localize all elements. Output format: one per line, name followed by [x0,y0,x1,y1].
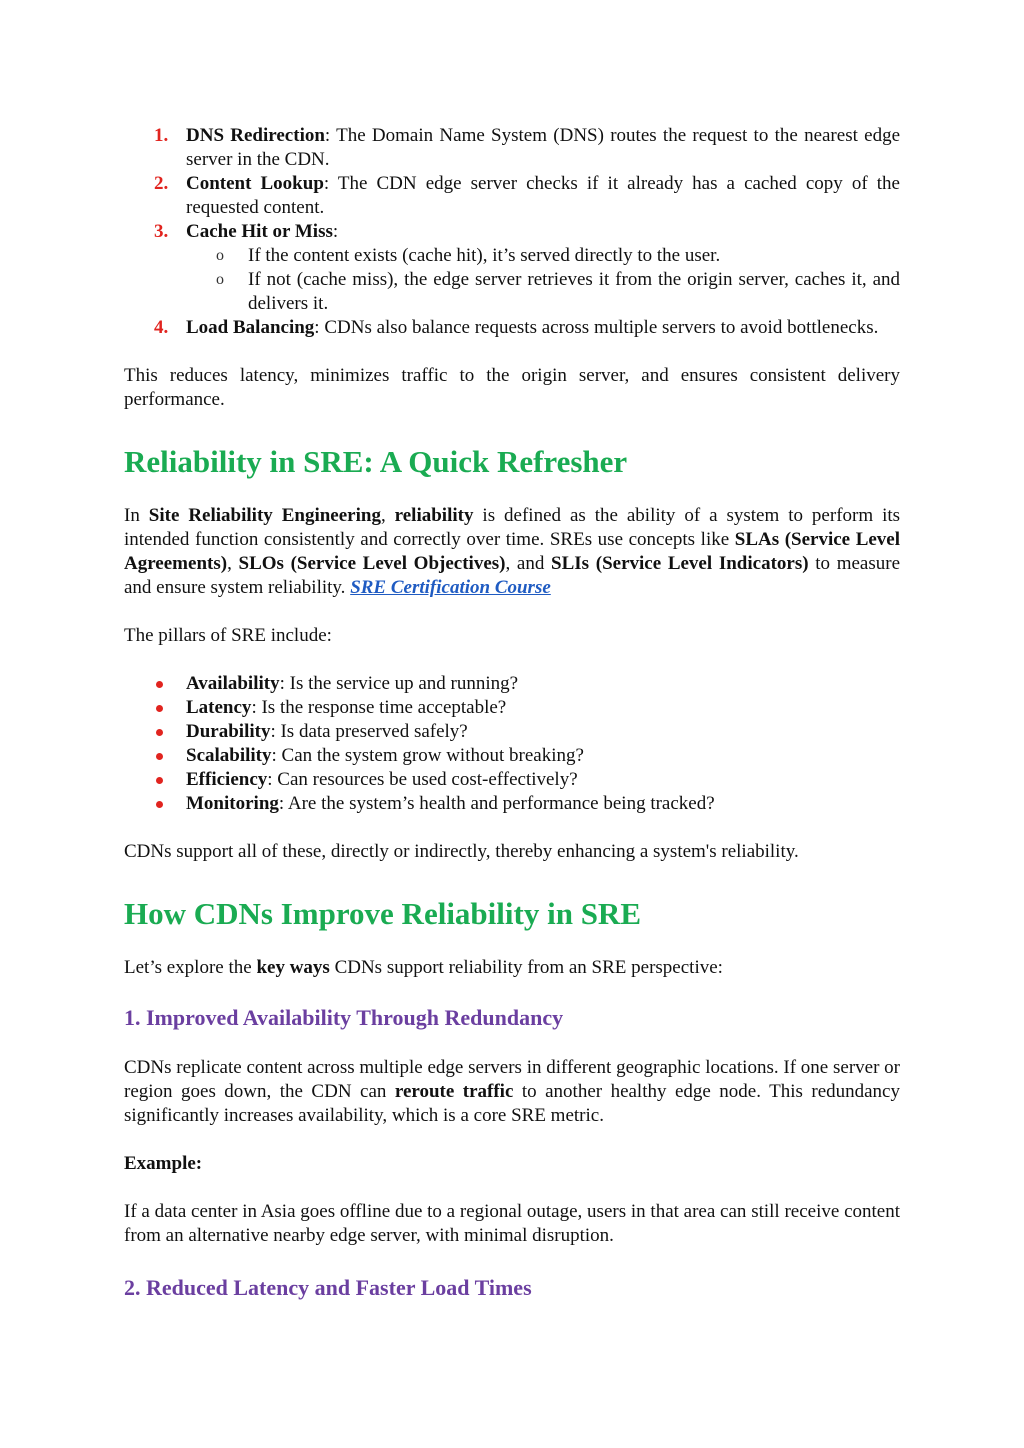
list-number: 2. [154,173,169,194]
step-text: : CDNs also balance requests across multiple servers to avoid bottlenecks. [314,317,879,338]
pillar-text: : Is data preserved safely? [270,721,468,742]
list-number: 3. [154,221,169,242]
subsection-heading: 1. Improved Availability Through Redundancy [124,1005,564,1030]
text-run: , and [505,553,552,574]
sub-item-text: If the content exists (cache hit), it’s served directly to the user. [248,245,721,266]
text-run: to measure and ensure system reliability. [124,553,901,598]
section-intro [124,956,900,980]
sub-item-text: If not (cache miss), the edge server retrieves it from the origin server, caches it, and delivers it. [248,269,900,314]
redundancy-paragraph [124,1056,900,1128]
list-item [124,792,900,816]
text-run: is defined as the ability of a system to perform its intended function consistently and correctly over time. SREs use concepts like [124,505,901,550]
text-run: , [227,553,239,574]
list-item [124,124,900,172]
pillar-text: : Can the system grow without breaking? [271,745,584,766]
pillars-list [124,672,900,816]
list-item [124,172,900,220]
bullet-icon [156,681,163,688]
list-item [124,744,900,768]
pillar-title: Monitoring [186,793,279,814]
bold-term: SLIs (Service Level Indicators) [551,553,809,574]
sre-definition-paragraph [124,504,900,600]
text-run: , [380,505,395,526]
bullet-icon [156,801,163,808]
example-paragraph: If a data center in Asia goes offline due to a regional outage, users in that area can still receive content from an alternative nearby edge server, with minimal disruption. [124,1201,900,1246]
circle-bullet-icon: o [216,247,224,264]
list-item [124,696,900,720]
text-run: In [124,505,149,526]
bullet-icon [156,705,163,712]
section-heading: How CDNs Improve Reliability in SRE [124,896,641,931]
bold-term: SLOs (Service Level Objectives) [238,553,506,574]
bold-term: reliability [394,505,474,526]
pillar-text: : Can resources be used cost-effectively? [267,769,578,790]
bold-term: SLAs (Service Level Agreements) [124,529,901,574]
pillar-title: Scalability [186,745,272,766]
bullet-icon [156,729,163,736]
pillar-title: Availability [186,673,280,694]
sub-list-item [186,268,900,316]
list-item [124,720,900,744]
sre-course-link[interactable]: SRE Certification Course [350,577,551,598]
list-number: 1. [154,125,169,146]
pillar-text: : Is the response time acceptable? [251,697,507,718]
pillar-text: : Are the system’s health and performance being tracked? [278,793,715,814]
text-run: CDNs support reliability from an SRE perspective: [329,957,723,978]
subsection-heading: 2. Reduced Latency and Faster Load Times [124,1275,532,1300]
pillar-title: Latency [186,697,252,718]
text-run: CDNs replicate content across multiple edge servers in different geographic locations. If one server or region goes down, the CDN can [124,1057,900,1102]
step-title: DNS Redirection [186,125,325,146]
circle-bullet-icon: o [216,271,224,288]
step-text: : [332,221,339,242]
pillar-title: Efficiency [186,769,268,790]
text-run: Let’s explore the [124,957,257,978]
bold-term: Site Reliability Engineering [148,505,381,526]
document-page [124,124,900,1302]
cache-sublist [124,244,900,316]
pillars-intro: The pillars of SRE include: [124,625,332,646]
step-title: Cache Hit or Miss [186,221,333,242]
list-item [124,768,900,792]
list-item [124,220,900,316]
summary-paragraph: This reduces latency, minimizes traffic to the origin server, and ensures consistent delivery performance. [124,365,900,410]
step-text: : The CDN edge server checks if it already has a cached copy of the requested content. [186,173,900,218]
example-label [124,1152,900,1176]
pillar-title: Durability [186,721,271,742]
bold-term: Example: [124,1153,203,1174]
list-item [124,672,900,696]
cdn-steps-list [124,124,900,340]
sub-list-item [186,244,900,268]
step-title: Load Balancing [186,317,315,338]
section-heading: Reliability in SRE: A Quick Refresher [124,444,628,479]
list-number: 4. [154,317,169,338]
list-item [124,316,900,340]
step-title: Content Lookup [186,173,324,194]
pillar-text: : Is the service up and running? [279,673,519,694]
bold-term: key ways [256,957,330,978]
bullet-icon [156,753,163,760]
closing-paragraph: CDNs support all of these, directly or indirectly, thereby enhancing a system's reliability. [124,841,799,862]
bullet-icon [156,777,163,784]
text-run: to another healthy edge node. This redundancy significantly increases availability, which is a core SRE metric. [124,1081,900,1126]
step-text: : The Domain Name System (DNS) routes the request to the nearest edge server in the CDN. [186,125,901,170]
bold-term: reroute traffic [394,1081,514,1102]
